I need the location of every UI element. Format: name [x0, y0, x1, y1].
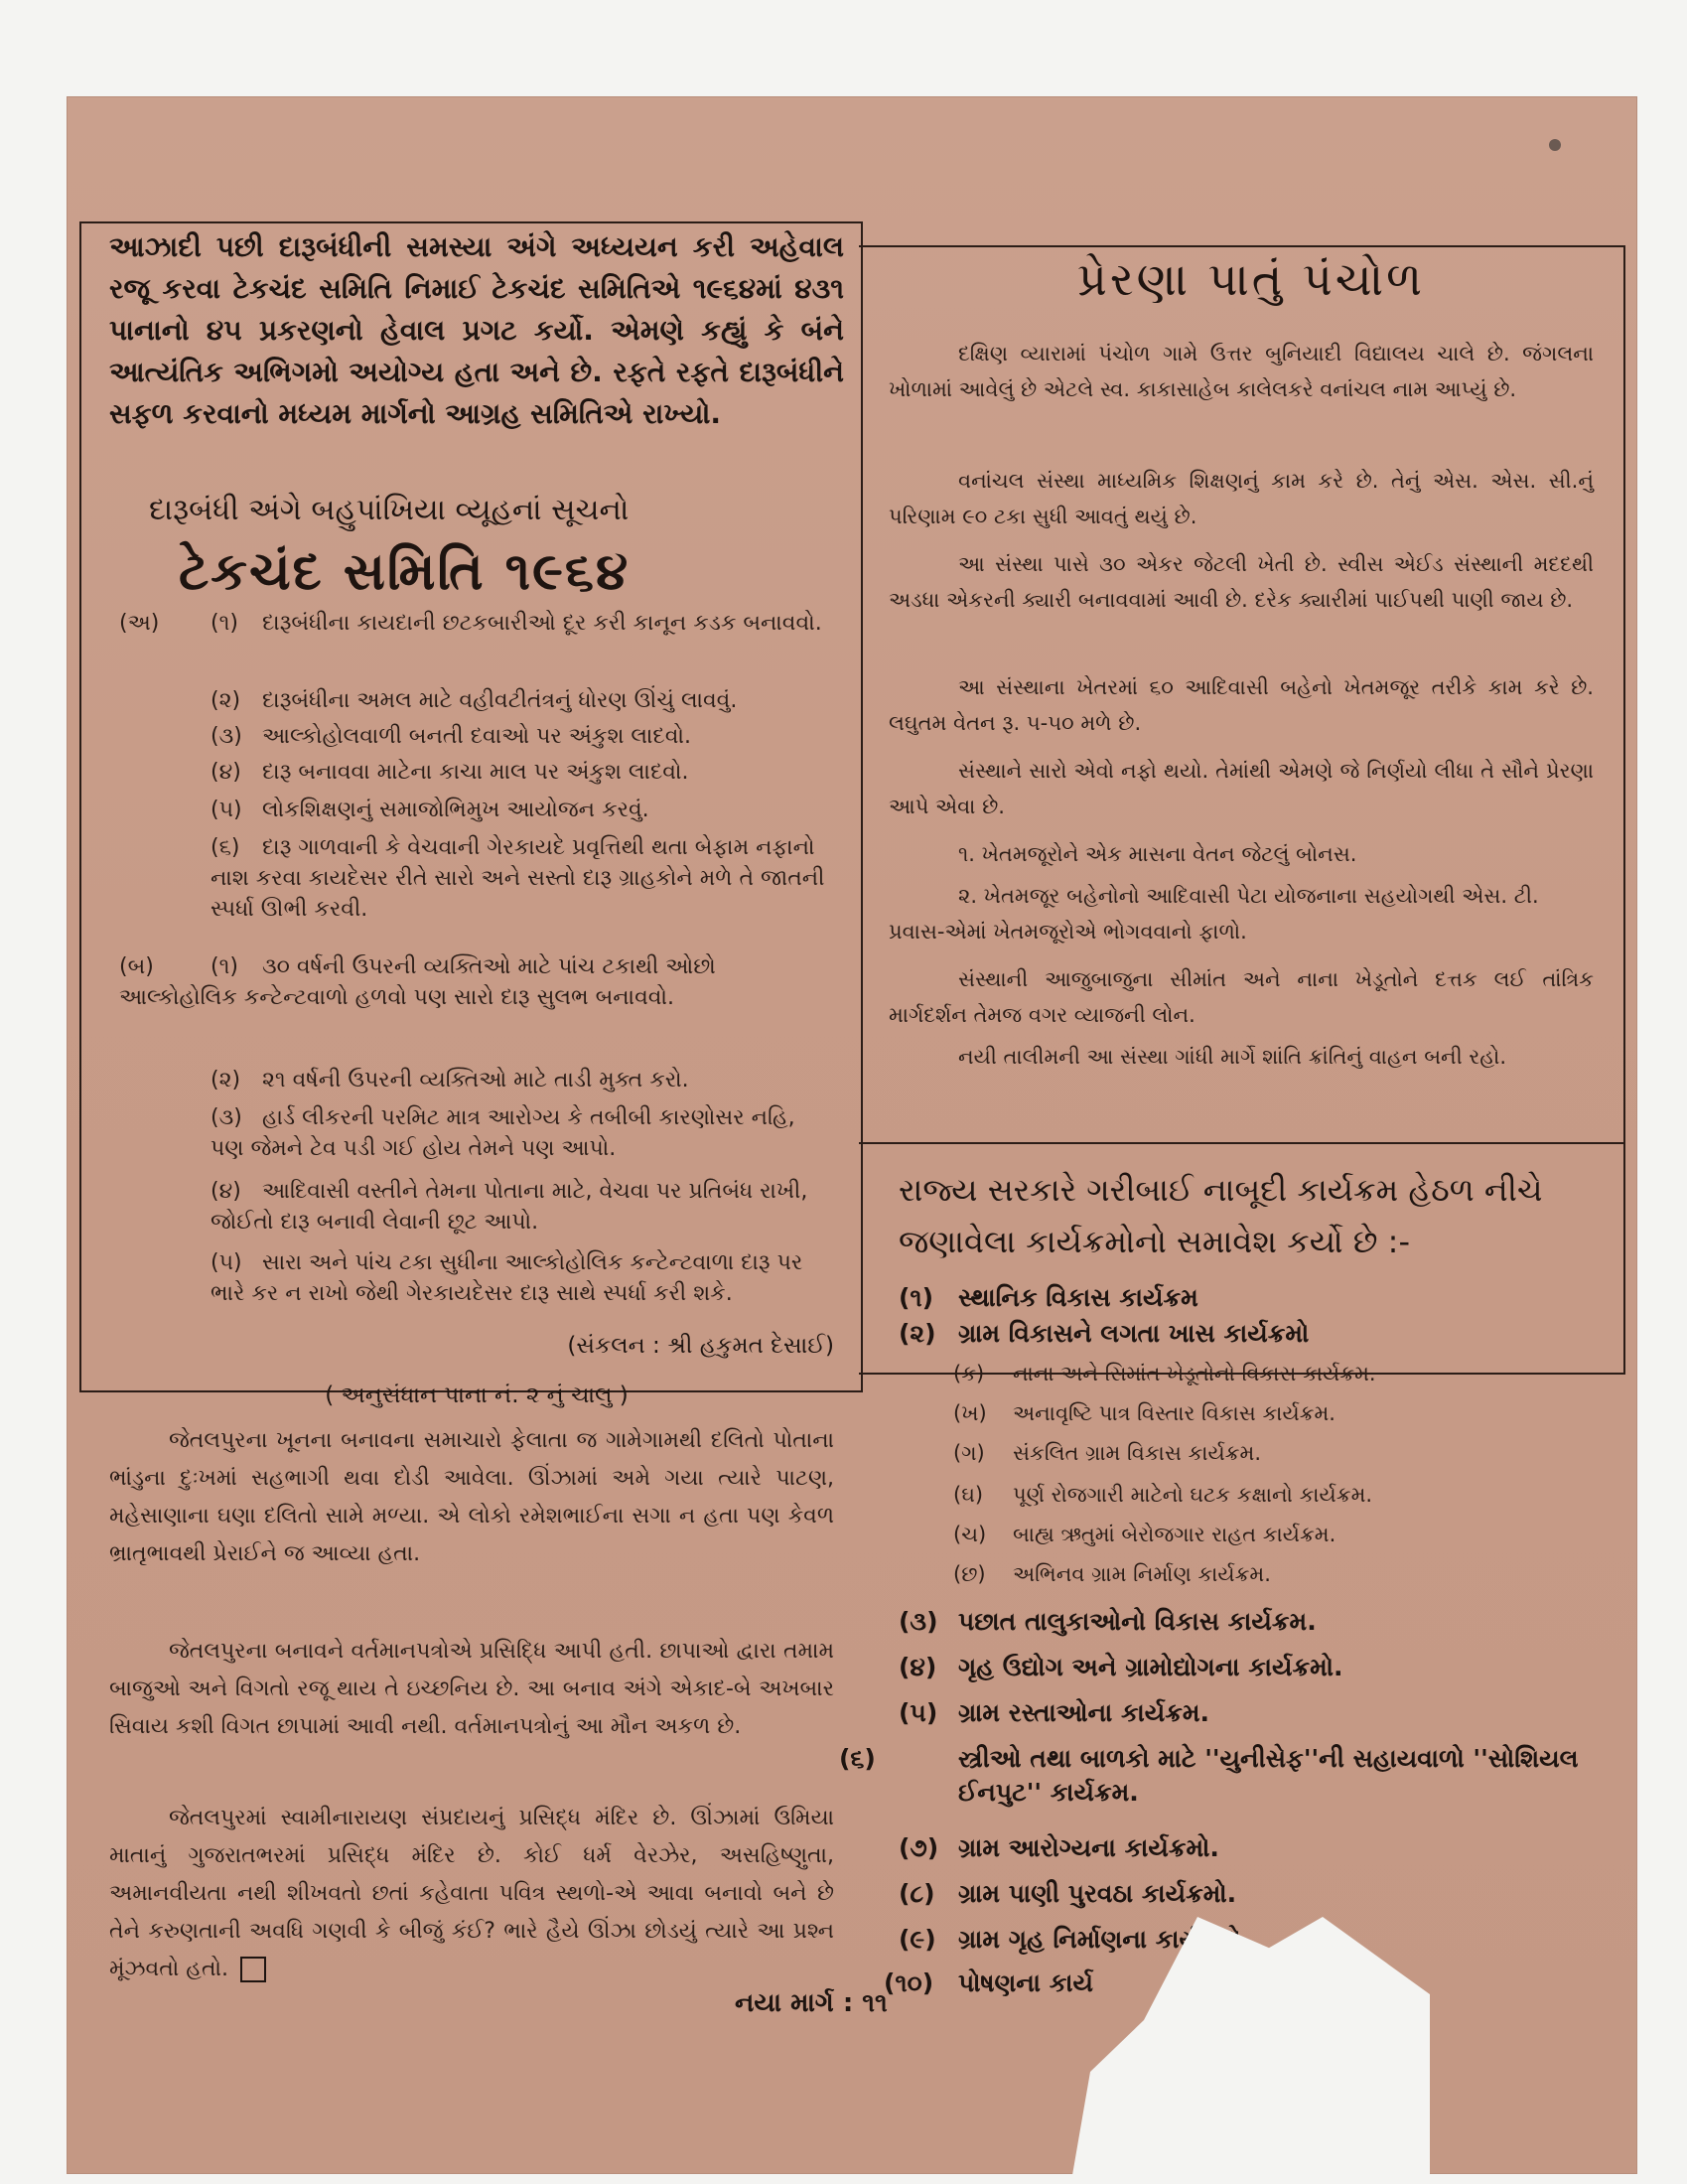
list-item: ૧. ખેતમજૂરોને એક માસના વેતન જેટલું બોનસ.	[958, 842, 1357, 866]
end-mark-icon	[240, 1957, 266, 1982]
article-paragraph: દક્ષિણ વ્યારામાં પંચોળ ગામે ઉત્તર બુનિયાદી વિદ્યાલય ચાલે છે. જંગલના ખોળામાં આવેલું છે એટલે સ્વ. કાકાસાહેબ કાલેલકરે વનાંચલ નામ આપ્યું છે.	[889, 342, 1594, 401]
subprogram-item: (ચ) બાહ્ય ઋતુમાં બેરોજગાર રાહત કાર્યક્રમ.	[953, 1523, 1336, 1546]
continuation-heading: ( અનુસંધાન પાના નં. ૨ નું ચાલુ )	[325, 1383, 629, 1408]
list-item: (૫) સારા અને પાંચ ટકા સુધીના આલ્કોહોલિક કન્ટેન્ટવાળા દારૂ પર ભારે કર ન રાખો જેથી ગેરકાયદેસર દારૂ સાથે સ્પર્ધા કરી શકે.	[211, 1250, 803, 1306]
article-paragraph: નયી તાલીમની આ સંસ્થા ગાંધી માર્ગે શાંતિ ક્રાંતિનું વાહન બની રહો.	[958, 1045, 1507, 1069]
list-item: (૫) લોકશિક્ષણનું સમાજોભિમુખ આયોજન કરવું.	[211, 798, 649, 822]
list-item: (૪) દારૂ બનાવવા માટેના કાચા માલ પર અંકુશ લાદવો.	[211, 760, 689, 785]
page-footer: નયા માર્ગ : ૧૧	[735, 1988, 888, 2018]
article-paragraph: જેતલપુરના બનાવને વર્તમાનપત્રોએ પ્રસિદ્ધિ આપી હતી. છાપાઓ દ્વારા તમામ બાજુઓ અને વિગતો રજૂ થાય તે ઇચ્છનિય છે. આ બનાવ અંગે એકાદ-બે અખબાર સિવાય કશી વિગત છાપામાં આવી નથી. વર્તમાનપત્રોનું આ મૌન અકળ છે.	[109, 1639, 834, 1739]
group-marker: (અ)	[119, 611, 160, 636]
column-divider	[859, 1142, 1625, 1144]
credit-line: (સંકલન : શ્રી હકુમત દેસાઈ)	[567, 1333, 834, 1359]
list-item: (૬) દારૂ ગાળવાની કે વેચવાની ગેરકાયદે પ્રવૃત્તિથી થતા બેફામ નફાનો નાશ કરવા કાયદેસર રીતે સારો અને સસ્તો દારૂ ગ્રાહકોને મળે તે જાતની સ્પર્ધા ઊભી કરવી.	[211, 835, 825, 922]
list-item: (૪) આદિવાસી વસ્તીને તેમના પોતાના માટે, વેચવા પર પ્રતિબંધ રાખી, જોઈતો દારૂ બનાવી લેવાની છૂટ આપો.	[211, 1179, 808, 1235]
program-item: (૨) ગ્રામ વિકાસને લગતા ખાસ કાર્યક્રમો	[899, 1319, 1310, 1348]
right-title: પ્રેરણા પાતું પંચોળ	[1077, 252, 1425, 306]
article-paragraph: સંસ્થાને સારો એવો નફો થયો. તેમાંથી એમણે જે નિર્ણયો લીધા તે સૌને પ્રેરણા આપે એવા છે.	[889, 759, 1594, 818]
article-paragraph: જેતલપુરના ખૂનના બનાવના સમાચારો ફેલાતા જ ગામેગામથી દલિતો પોતાના ભાંડુના દુઃખમાં સહભાગી થવા દોડી આવેલા. ઊંઝામાં અમે ગયા ત્યારે પાટણ, મહેસાણાના ઘણા દલિતો સામે મળ્યા. એ લોકો રમેશભાઈના સગા ન હતા પણ કેવળ ભ્રાતૃભાવથી પ્રેરાઈને જ આવ્યા હતા.	[109, 1428, 834, 1566]
article-paragraph: વનાંચલ સંસ્થા માધ્યમિક શિક્ષણનું કામ કરે છે. તેનું એસ. એસ. સી.નું પરિણામ ૯૦ ટકા સુધી આવતું થયું છે.	[889, 469, 1594, 528]
program-item: (૮) ગ્રામ પાણી પુરવઠા કાર્યક્રમો.	[899, 1879, 1237, 1908]
program-item: (૩) પછાત તાલુકાઓનો વિકાસ કાર્યક્રમ.	[899, 1607, 1317, 1636]
article-paragraph: સંસ્થાની આજુબાજુના સીમાંત અને નાના ખેડૂતોને દત્તક લઈ તાંત્રિક માર્ગદર્શન તેમજ વગર વ્યાજની લોન.	[889, 967, 1594, 1027]
ink-spot	[1549, 139, 1561, 151]
left-subtitle: દારૂબંધી અંગે બહુપાંખિયા વ્યૂહનાં સૂચનો	[149, 493, 630, 527]
article-paragraph-text: જેતલપુરમાં સ્વામીનારાયણ સંપ્રદાયનું પ્રસિદ્ધ મંદિર છે. ઊંઝામાં ઉમિયા માતાનું ગુજરાતભરમાં પ્રસિદ્ધ મંદિર છે. કોઈ ધર્મ વેરઝેર, અસહિષ્ણુતા, અમાનવીયતા નથી શીખવતો છતાં કહેવાતા પવિત્ર સ્થળો-એ આવા બનાવો બને છે તેને કરુણતાની અવધિ ગણવી કે બીજું કંઈ? ભારે હૈયે ઊંઝા છોડયું ત્યારે આ પ્રશ્ન મૂંઝવતો હતો.	[109, 1806, 834, 1981]
list-item: (૨) ૨૧ વર્ષની ઉપરની વ્યક્તિઓ માટે તાડી મુક્ત કરો.	[211, 1068, 689, 1092]
article-paragraph: આ સંસ્થાના ખેતરમાં ૬૦ આદિવાસી બહેનો ખેતમજૂર તરીકે કામ કરે છે. લઘુતમ વેતન રૂ. ૫-૫૦ મળે છે.	[889, 675, 1594, 735]
list-item: (૨) દારૂબંધીના અમલ માટે વહીવટીતંત્રનું ધોરણ ઊંચું લાવવું.	[211, 688, 738, 713]
program-item: (૫) ગ્રામ રસ્તાઓના કાર્યક્રમ.	[899, 1698, 1210, 1727]
subprogram-item: (ગ) સંકલિત ગ્રામ વિકાસ કાર્યક્રમ.	[953, 1441, 1262, 1465]
program-item: (૯) ગ્રામ ગૃહ નિર્માણના કાર્યક્રમો.	[899, 1925, 1251, 1954]
article-paragraph	[109, 1800, 834, 1988]
group-marker: (બ)	[119, 954, 154, 979]
program-item: (૪) ગૃહ ઉદ્યોગ અને ગ્રામોદ્યોગના કાર્યક્રમો.	[899, 1653, 1343, 1681]
list-item: (બ) (૧) ૩૦ વર્ષની ઉપરની વ્યક્તિઓ માટે પાંચ ટકાથી ઓછો આલ્કોહોલિક કન્ટેન્ટવાળો હળવો પણ સારો દારૂ સુલભ બનાવવો.	[119, 951, 834, 1013]
left-title: ટેકચંદ સમિતિ ૧૯૬૪	[179, 542, 631, 602]
article-paragraph: આ સંસ્થા પાસે ૩૦ એકર જેટલી ખેતી છે. સ્વીસ એઈડ સંસ્થાની મદદથી અડધા એકરની ક્યારી બનાવવામાં આવી છે. દરેક ક્યારીમાં પાઈપથી પાણી જાય છે.	[889, 552, 1594, 612]
program-item: (૭) ગ્રામ આરોગ્યના કાર્યક્રમો.	[899, 1833, 1219, 1862]
programs-heading: રાજ્ય સરકારે ગરીબાઈ નાબૂદી કાર્યક્રમ હેઠળ નીચે જણાવેલા કાર્યક્રમોનો સમાવેશ કર્યો છે :-	[899, 1171, 1543, 1260]
list-item: (૩) આલ્કોહોલવાળી બનતી દવાઓ પર અંકુશ લાદવો.	[211, 724, 691, 749]
left-intro: આઝાદી પછી દારૂબંધીની સમસ્યા અંગે અધ્યયન કરી અહેવાલ રજૂ કરવા ટેકચંદ સમિતિ નિમાઈ ટેકચંદ સમિતિએ ૧૯૬૪માં ૪૩૧ પાનાનો ૪૫ પ્રકરણનો હેવાલ પ્રગટ કર્યો. એમણે કહ્યું કે બંને આત્યંતિક અભિગમો અયોગ્ય હતા અને છે. રફતે રફતે દારૂબંધીને સફળ કરવાનો મધ્યમ માર્ગનો આગ્રહ સમિતિએ રાખ્યો.	[109, 230, 844, 430]
list-item: ૨. ખેતમજૂર બહેનોનો આદિવાસી પેટા યોજનાના સહયોગથી એસ. ટી. પ્રવાસ-એમાં ખેતમજૂરોએ ભોગવવાનો ફાળો.	[889, 884, 1539, 944]
program-item: (૬) સ્ત્રીઓ તથા બાળકો માટે ''યુનીસેફ''ની સહાયવાળો ''સોશિયલ ઈનપુટ'' કાર્યક્રમ.	[839, 1744, 1579, 1807]
subprogram-item: (ક) નાના અને સિમાંત ખેડૂતોનો વિકાસ કાર્યક્રમ.	[953, 1362, 1376, 1385]
subprogram-item: (ખ) અનાવૃષ્ટિ પાત્ર વિસ્તાર વિકાસ કાર્યક્રમ.	[953, 1401, 1336, 1425]
list-item: (૩) હાર્ડ લીકરની પરમિટ માત્ર આરોગ્ય કે તબીબી કારણોસર નહિ, પણ જેમને ટેવ પડી ગઈ હોય તેમને પણ આપો.	[211, 1105, 795, 1161]
subprogram-item: (ઘ) પૂર્ણ રોજગારી માટેનો ઘટક કક્ષાનો કાર્યક્રમ.	[953, 1483, 1373, 1507]
program-item: (૧૦) પોષણના કાર્ય	[884, 1968, 1093, 1997]
program-item: (૧) સ્થાનિક વિકાસ કાર્યક્રમ	[899, 1283, 1198, 1312]
subprogram-item: (છ) અભિનવ ગ્રામ નિર્માણ કાર્યક્રમ.	[953, 1562, 1271, 1586]
list-item: (અ) (૧) દારૂબંધીના કાયદાની છટકબારીઓ દૂર કરી કાનૂન કડક બનાવવો.	[119, 608, 834, 639]
